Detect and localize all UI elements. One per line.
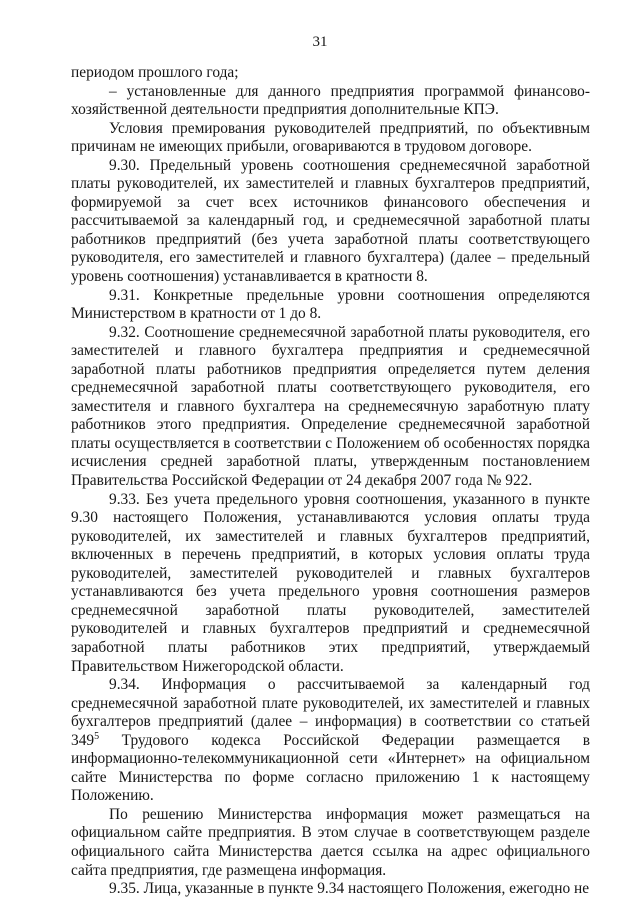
paragraph-additional-kpe: – установленные для данного предприятия программой финансово-хозяйственной деятельности предприятия дополнительные КПЭ. (71, 82, 590, 119)
paragraph-9-33: 9.33. Без учета предельного уровня соотношения, указанного в пункте 9.30 настоящего Положения, устанавливаются условия оплаты труда руководителей, их заместителей и главных бухгалтеров предприятий, включенных в перечень предприятий, в которых условия оплаты труда руководителей, заместителей руководителей и главных бухгалтеров устанавливаются без учета предельного уровня соотношения размеров среднемесячной заработной платы руководителей, заместителей руководителей и главных бухгалтеров предприятий и среднемесячной заработной платы работников этих предприятий, утверждаемый Правительством Нижегородской области. (71, 490, 590, 675)
paragraph-ministry-decision: По решению Министерства информация может размещаться на официальном сайте предприятия. В этом случае в соответствующем разделе официального сайта Министерства дается ссылка на адрес официального сайта предприятия, где размещена информация. (71, 805, 590, 879)
paragraph-9-30: 9.30. Предельный уровень соотношения среднемесячной заработной платы руководителей, их заместителей и главных бухгалтеров предприятий, формируемой за счет всех источников финансового обеспечения и рассчитываемой за календарный год, и среднемесячной заработной платы работников предприятий (без учета заработной платы соответствующего руководителя, его заместителей и главного бухгалтера) (далее – предельный уровень соотношения) устанавливается в кратности 8. (71, 156, 590, 286)
paragraph-9-31: 9.31. Конкретные предельные уровни соотношения определяются Министерством в кратности от 1 до 8. (71, 286, 590, 323)
paragraph-period-continuation: периодом прошлого года; (71, 64, 239, 81)
paragraph-9-35: 9.35. Лица, указанные в пункте 9.34 настоящего Положения, ежегодно не (109, 880, 590, 898)
page-number: 31 (312, 34, 328, 50)
document-body (71, 64, 590, 899)
article-superscript: 5 (94, 730, 100, 742)
paragraph-9-34-text-before: 9.34. Информация о рассчитываемой за календарный год среднемесячной заработной плате руководителей, их заместителей и главных бухгалтеров предприятий (далее – информация) в соответствии со статьей 349 (71, 676, 590, 749)
paragraph-9-34-text-after: Трудового кодекса Российской Федерации размещается в информационно-телекоммуникационной сети «Интернет» на официальном сайте Министерства по форме согласно приложению 1 к настоящему Положению. (71, 731, 590, 805)
paragraph-9-34 (71, 676, 590, 806)
paragraph-bonus-conditions: Условия премирования руководителей предприятий, по объективным причинам не имеющих прибыли, оговариваются в трудовом договоре. (71, 119, 590, 156)
paragraph-9-32: 9.32. Соотношение среднемесячной заработной платы руководителя, его заместителей и главного бухгалтера предприятия и среднемесячной заработной платы работников предприятия определяется путем деления среднемесячной заработной платы соответствующего руководителя, его заместителя и главного бухгалтера на среднемесячную заработную плату работников этого предприятия. Определение среднемесячной заработной платы осуществляется в соответствии с Положением об особенностях порядка исчисления средней заработной платы, утвержденным постановлением Правительства Российской Федерации от 24 декабря 2007 года № 922. (71, 323, 590, 490)
